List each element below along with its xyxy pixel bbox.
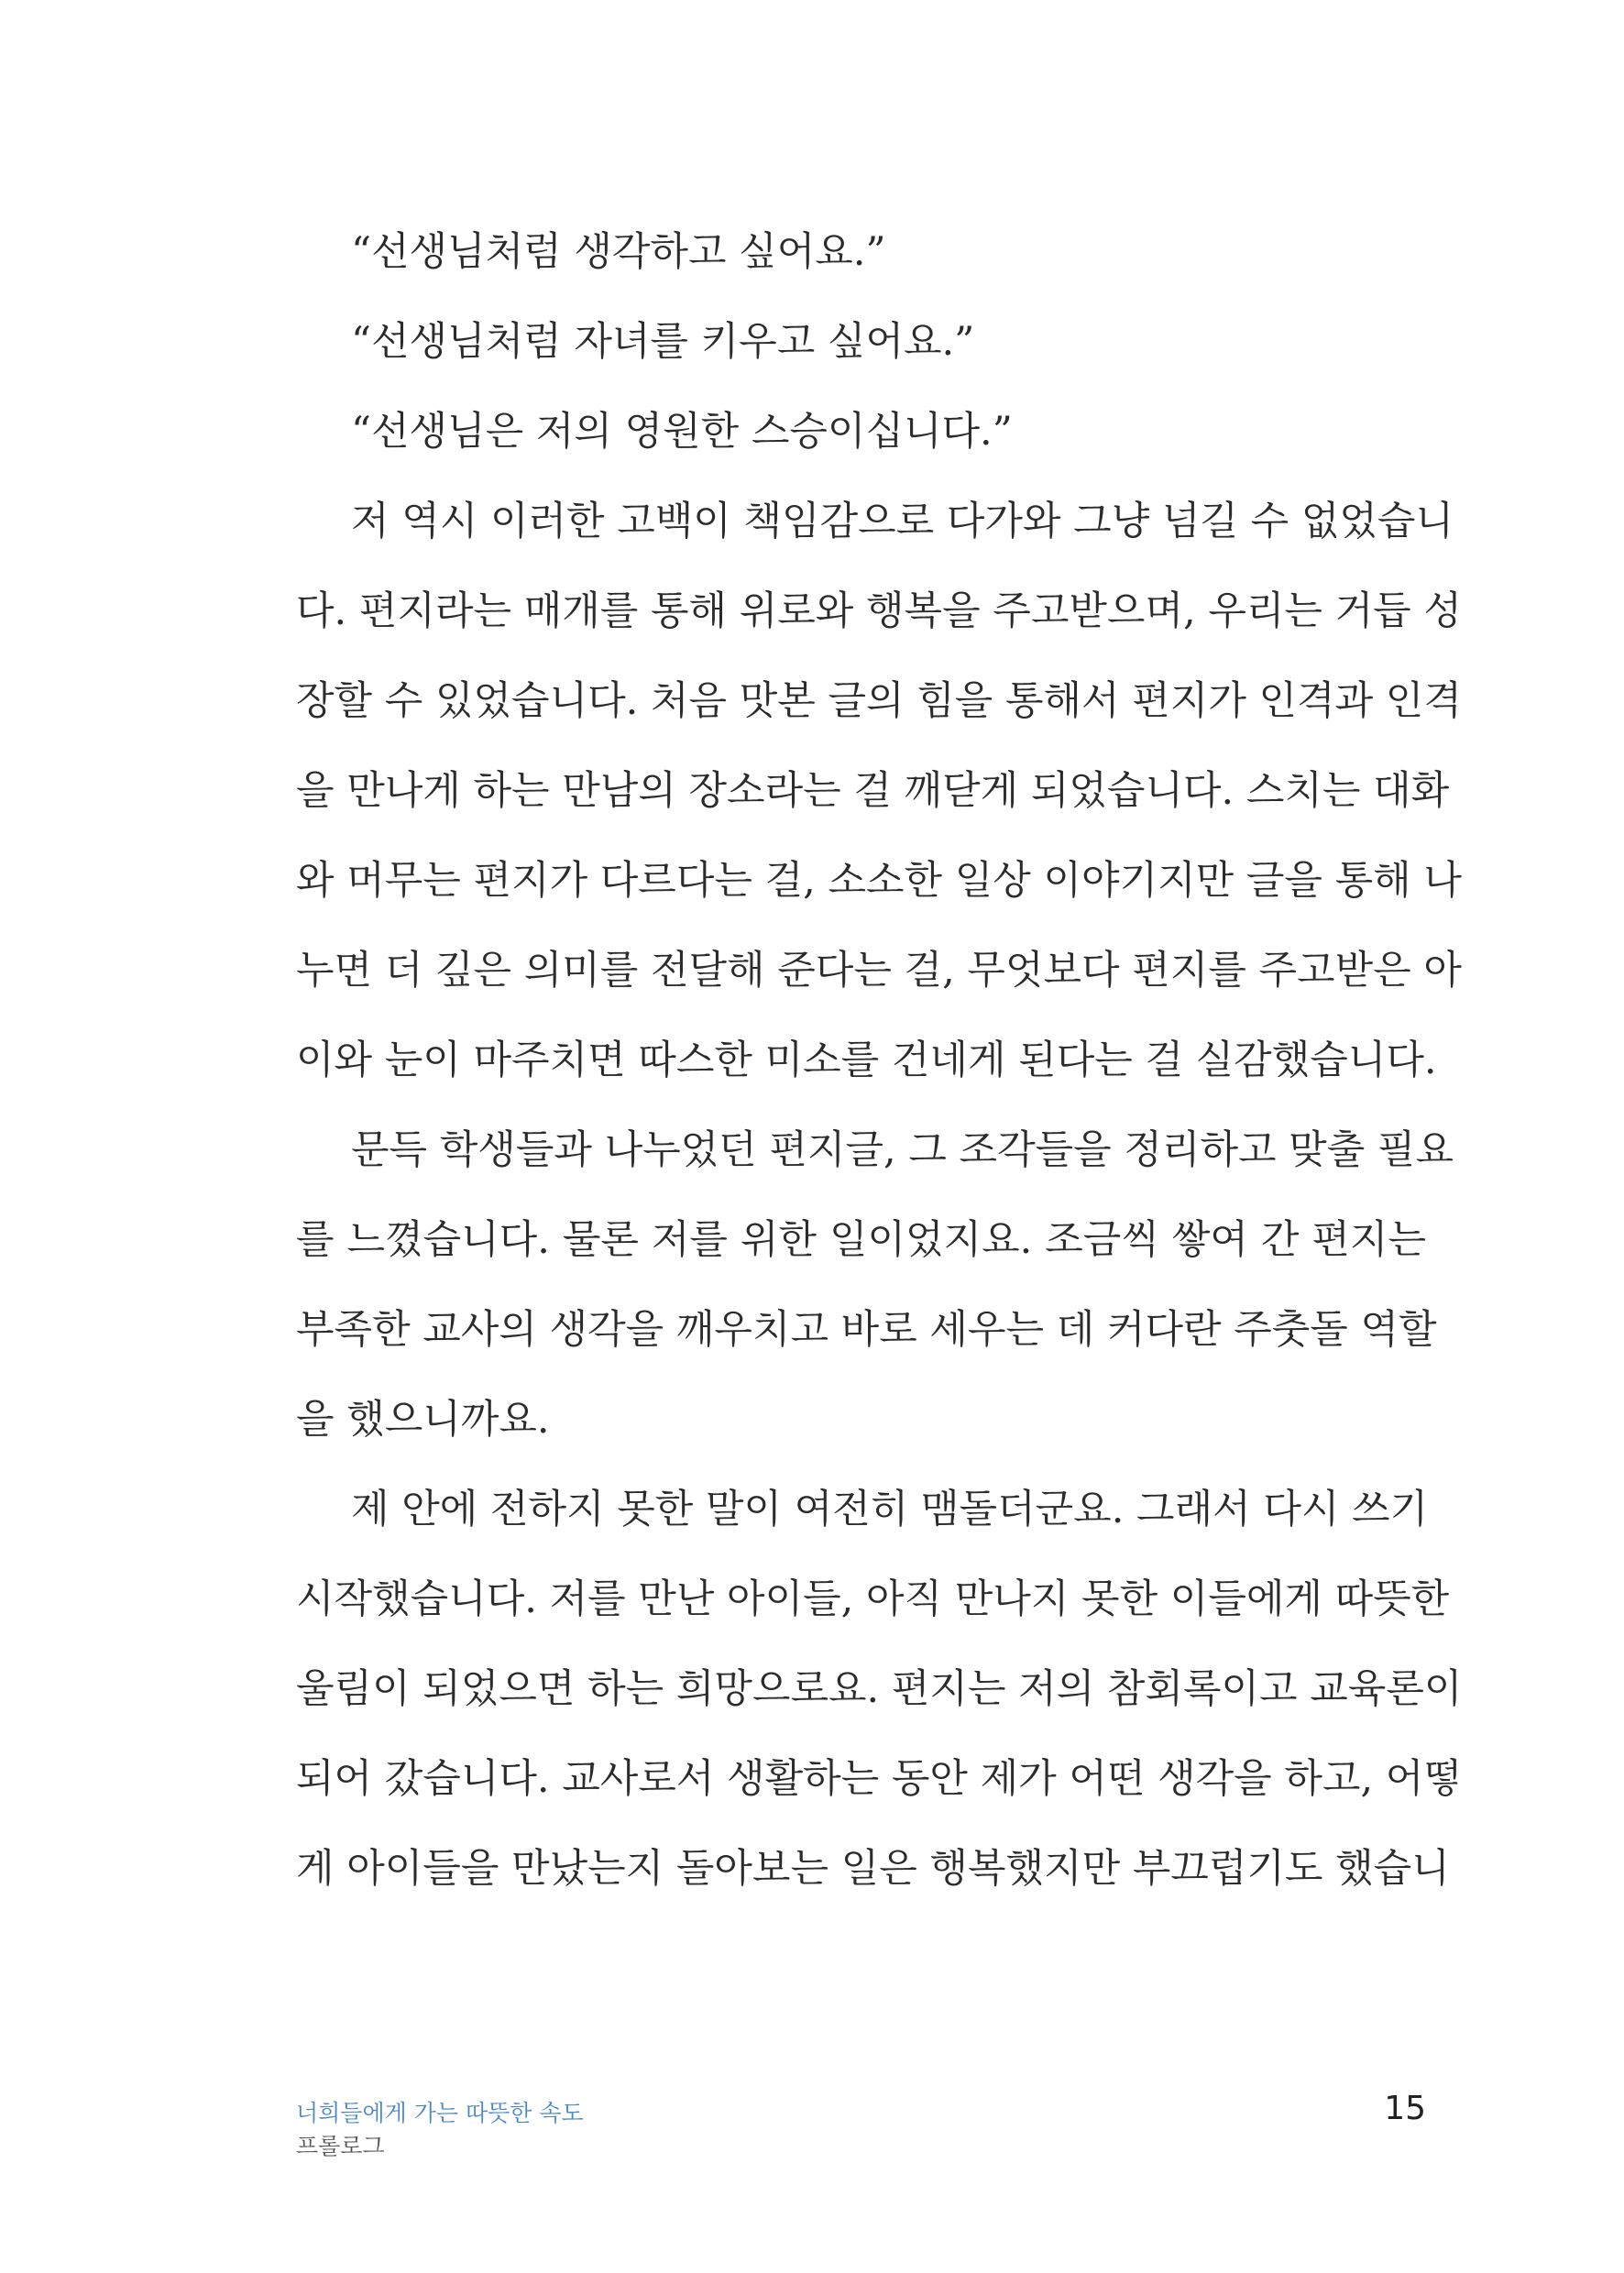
paragraph-line: 문득 학생들과 나누었던 편지글, 그 조각들을 정리하고 맞출 필요 [351,1127,1454,1173]
dialogue-line: “선생님은 저의 영원한 스승이십니다.” [351,409,1013,455]
dialogue-line: “선생님처럼 생각하고 싶어요.” [351,229,886,275]
dialogue-line: “선생님처럼 자녀를 키우고 싶어요.” [351,319,975,365]
paragraph-line: 게 아이들을 만났는지 돌아보는 일은 행복했지만 부끄럽기도 했습니 [296,1846,1450,1892]
paragraph-line: 제 안에 전하지 못한 말이 여전히 맴돌더군요. 그래서 다시 쓰기 [351,1487,1429,1532]
paragraph-line: 누면 더 깊은 의미를 전달해 준다는 걸, 무엇보다 편지를 주고받은 아 [296,948,1462,994]
paragraph-line: 울림이 되었으면 하는 희망으로요. 편지는 저의 참회록이고 교육론이 [296,1666,1463,1712]
paragraph-line: 와 머무는 편지가 다르다는 걸, 소소한 일상 이야기지만 글을 통해 나 [296,858,1462,904]
paragraph-line: 을 만나게 하는 만남의 장소라는 걸 깨닫게 되었습니다. 스치는 대화 [296,768,1450,814]
paragraph-line: 부족한 교사의 생각을 깨우치고 바로 세우는 데 커다란 주춧돌 역할 [296,1307,1437,1353]
paragraph-line: 되어 갔습니다. 교사로서 생활하는 동안 제가 어떤 생각을 하고, 어떻 [296,1756,1462,1802]
paragraph-line: 시작했습니다. 저를 만난 아이들, 아직 만나지 못한 이들에게 따뜻한 [296,1576,1450,1622]
paragraph-line: 다. 편지라는 매개를 통해 위로와 행복을 주고받으며, 우리는 거듭 성 [296,588,1462,634]
paragraph-line: 장할 수 있었습니다. 처음 맛본 글의 힘을 통해서 편지가 인격과 인격 [296,678,1462,724]
paragraph-line: 을 했으니까요. [296,1397,550,1443]
footer-book-title: 너희들에게 가는 따뜻한 속도 [296,2100,584,2126]
paragraph-line: 이와 눈이 마주치면 따스한 미소를 건네게 된다는 걸 실감했습니다. [296,1038,1437,1083]
paragraph-line: 를 느꼈습니다. 물론 저를 위한 일이었지요. 조금씩 쌓여 간 편지는 [296,1217,1426,1263]
paragraph-line: 저 역시 이러한 고백이 책임감으로 다가와 그냥 넘길 수 없었습니 [351,499,1454,544]
page-number: 15 [1384,2090,1426,2127]
footer-section-name: 프롤로그 [296,2133,385,2159]
